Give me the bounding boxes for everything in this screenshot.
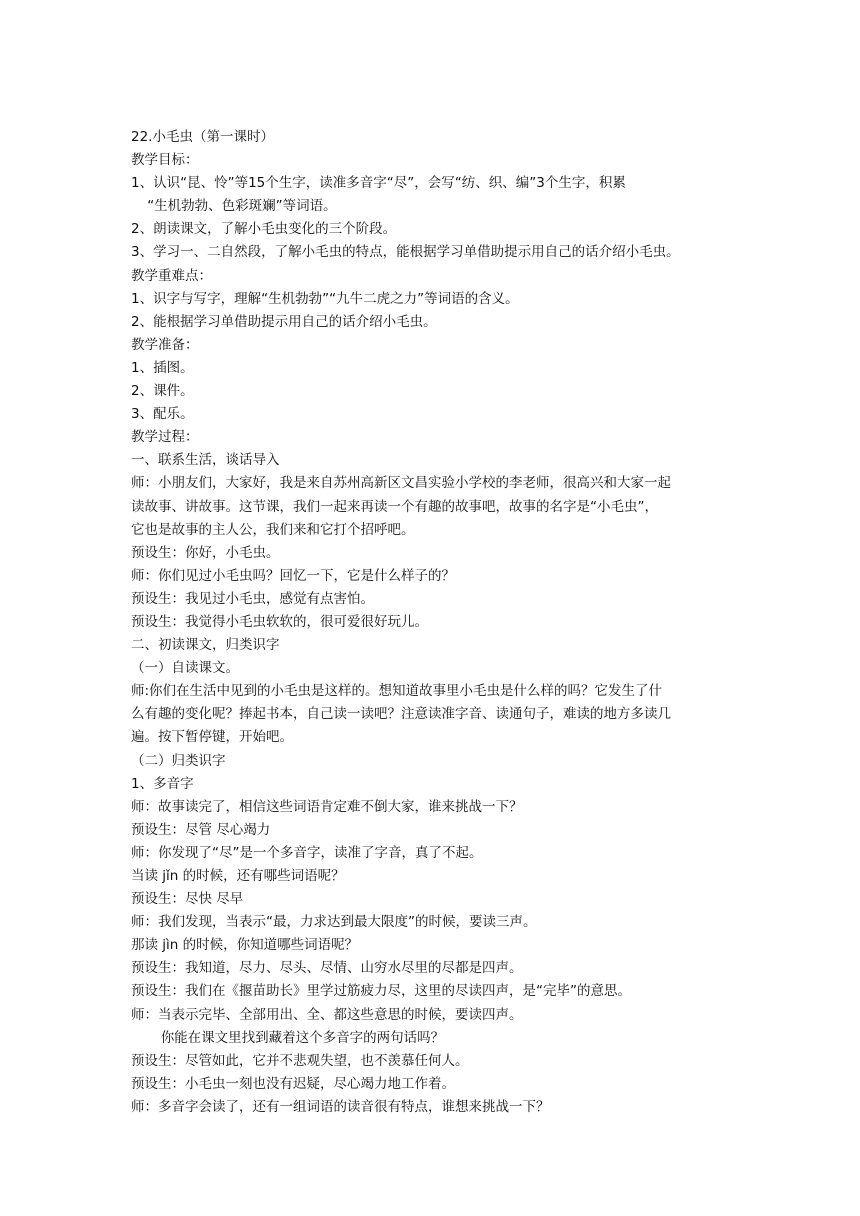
text-line: 预设生：尽管 尽心竭力 [131,821,271,838]
text-line: 教学重难点： [131,267,212,284]
text-line: 预设生：你好，小毛虫。 [131,544,280,561]
text-line: 遍。按下暂停键，开始吧。 [131,729,293,746]
text-line: 教学准备： [131,336,199,353]
text-line: 师：故事读完了，相信这些词语肯定难不倒大家，谁来挑战一下？ [131,798,523,815]
text-line: 师:你们在生活中见到的小毛虫是这样的。想知道故事里小毛虫是什么样的吗？它发生了什 [131,683,663,700]
text-line: 预设生：我觉得小毛虫软软的，很可爱很好玩儿。 [131,613,428,630]
text-line: 预设生：尽快 尽早 [131,891,244,908]
text-line: 师：你们见过小毛虫吗？回忆一下，它是什么样子的？ [131,567,455,584]
text-line: 22.小毛虫（第一课时） [131,129,274,145]
text-line: 师：小朋友们，大家好，我是来自苏州高新区文昌实验小学校的李老师，很高兴和大家一起 [131,475,671,492]
text-line: 2、朗读课文，了解小毛虫变化的三个阶段。 [131,221,397,238]
text-line: 它也是故事的主人公，我们来和它打个招呼吧。 [131,521,415,538]
text-line: 2、能根据学习单借助提示用自己的话介绍小毛虫。 [131,313,437,330]
text-line: （二）归类识字 [131,752,226,769]
text-line: 1、认识“昆、怜”等15个生字，读准多音字“尽”，会写“纺、织、编”3个生字，积累 [131,175,626,192]
text-line: 预设生：小毛虫一刻也没有迟疑，尽心竭力地工作着。 [131,1075,455,1092]
text-line: 1、多音字 [131,775,194,792]
text-line: 当读 jǐn 的时候，还有哪些词语呢？ [131,868,345,884]
text-line: 预设生：我们在《揠苗助长》里学过筋疲力尽，这里的尽读四声，是“完毕”的意思。 [131,983,631,1000]
text-line: 那读 jìn 的时候，你知道哪些词语呢？ [131,937,359,954]
lesson-plan-text [131,126,741,1119]
text-line: 一、联系生活，谈话导入 [131,452,280,469]
text-line: 么有趣的变化呢？捧起书本，自己读一读吧？注意读准字音、读通句子，难读的地方多读几 [131,706,671,723]
text-line: 你能在课文里找到藏着这个多音字的两句话吗？ [160,1029,445,1046]
text-line: 读故事、讲故事。这节课，我们一起来再读一个有趣的故事吧，故事的名字是“小毛虫”， [131,498,658,515]
text-line: 师：当表示完毕、全部用出、全、都这些意思的时候，要读四声。 [131,1006,523,1023]
text-line: 教学目标： [131,152,199,169]
text-line: 预设生：尽管如此，它并不悲观失望，也不羡慕任何人。 [131,1052,469,1069]
text-line: 二、初读课文，归类识字 [131,637,280,654]
text-line: 3、学习一、二自然段，了解小毛虫的特点，能根据学习单借助提示用自己的话介绍小毛虫。 [131,244,680,261]
text-line: 教学过程： [131,429,199,446]
text-line: 1、识字与写字，理解“生机勃勃”“九牛二虎之力”等词语的含义。 [131,290,519,307]
text-line: 1、插图。 [131,359,194,376]
text-line: 3、配乐。 [131,406,194,423]
text-line: 师：你发现了“尽”是一个多音字，读准了字音，真了不起。 [131,844,483,861]
text-line: 师：我们发现，当表示“最，力求达到最大限度”的时候，要读三声。 [131,914,537,931]
text-line: 师：多音字会读了，还有一组词语的读音很有特点，谁想来挑战一下？ [131,1098,550,1115]
text-line: “生机勃勃、色彩斑斓”等词语。 [147,198,337,215]
text-line: 预设生：我见过小毛虫，感觉有点害怕。 [131,590,374,607]
text-line: 2、课件。 [131,383,194,400]
text-line: （一）自读课文。 [131,660,239,677]
text-line: 预设生：我知道，尽力、尽头、尽情、山穷水尽里的尽都是四声。 [131,960,523,977]
